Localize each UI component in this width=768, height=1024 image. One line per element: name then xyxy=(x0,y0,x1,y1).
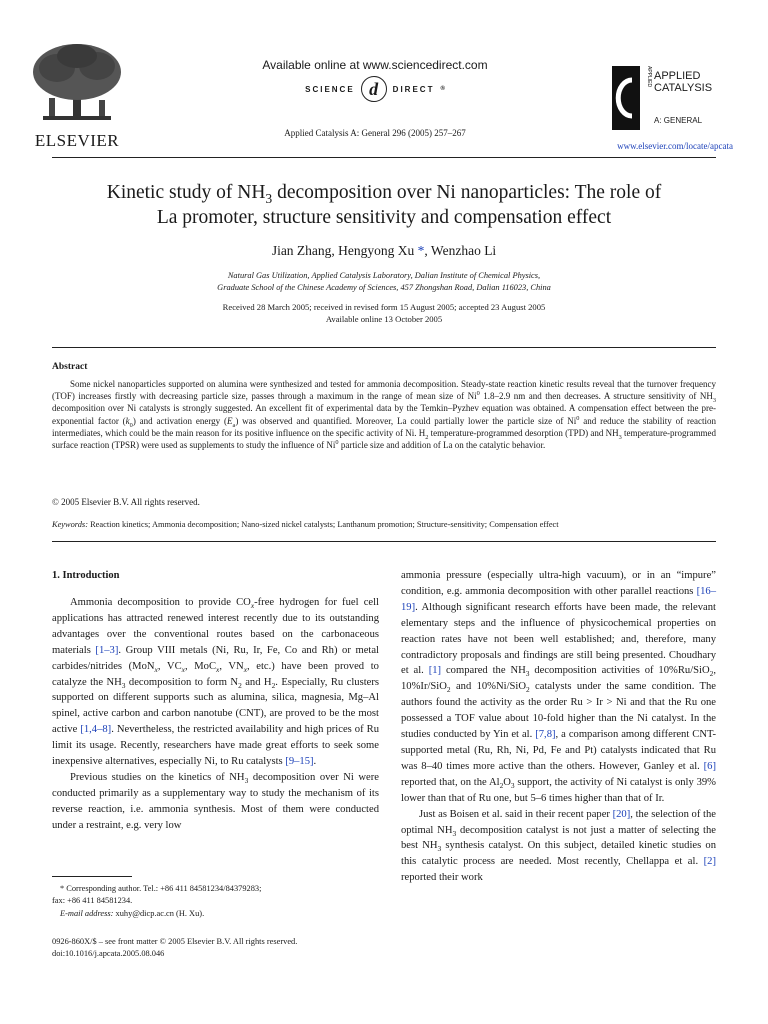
email-label: E-mail address: xyxy=(60,908,114,918)
abstract-top-divider xyxy=(52,347,716,348)
citation-link[interactable]: [20] xyxy=(612,808,631,820)
right-column xyxy=(401,568,716,886)
paragraph: Ammonia decomposition to provide $CO_x$-free hydrogen for fuel cell applications has attracted renewed interest recently due to its outstanding advantages over the conventional routes based on the carbonaceous materials [1–3]. Group VIII metals (Ni, Ru, Ir, Fe, Co and Rh) or metal carbides/nitrides (MoN$_x$, $VC_x$, MoC$_x$, $VN_x$, etc.) have been proved to catalyze the $NH_3$ decomposition to form $N_2$ and $H_2$. Especially, Ru clusters supported on different supports such as alumina, silica, magnesia, Mg–Al spinel, active carbon and carbon nanotube (CNT), are proved to be the most active [1,4–8]. Nevertheless, the restricted availability and high prices of Ru limit its usage. Recently, researchers have made great efforts to seek some inexpensive alternatives, especially Ni, to Ru catalysts [9–15]. xyxy=(52,597,379,768)
footnote xyxy=(52,883,379,920)
author-names: , Wenzhao Li xyxy=(424,243,497,258)
footnote-contact: * Corresponding author. Tel.: +86 411 84581234/84379283; xyxy=(60,884,262,893)
front-matter xyxy=(52,936,379,960)
abstract-copyright: © 2005 Elsevier B.V. All rights reserved. xyxy=(52,497,200,507)
citation-link[interactable]: [6] xyxy=(703,760,716,772)
citation-link[interactable]: [7,8] xyxy=(535,729,556,741)
affiliation-line: Graduate School of the Chinese Academy of Sciences, 457 Zhongshan Road, Dalian 116023, China xyxy=(217,283,551,292)
keywords-text: Reaction kinetics; Ammonia decomposition; Nano-sized nickel catalysts; Lanthanum promotion; Structure-sensitivity; Compensation effect xyxy=(87,520,559,529)
paragraph: Previous studies on the kinetics of $NH_3$ decomposition over Ni were conducted primarily as a supplementary way to study the mechanism of its reverse reaction, i.e. ammonia synthesis. Most of them were conducted under a restraint, e.g. very low xyxy=(52,771,379,831)
doi-line[interactable]: doi:10.1016/j.apcata.2005.08.046 xyxy=(52,949,165,958)
paragraph: ammonia pressure (especially ultra-high vacuum), or in an “impure” condition, e.g. ammonia decomposition with other parallel reactions [16–19]. Although significant research efforts have been made, the relevant elementary steps and the influence of physicochemical properties on reaction rates have not been well established; and, therefore, many contradictory proposals and findings are still being presented. Choudhary et al. [1] compared the $NH_3$ decomposition activities of 10%Ru/SiO$_2$, 10%Ir/SiO$_2$ and 10%Ni/SiO$_2$ catalysts under the same condition. The authors found the activity as the order Ru > Ir > Ni and that the Ru one possessed a TOF value about 10-fold higher than the Ni catalyst. In the studies conducted by Yin et al. [7,8], a comparison among different CNT-supported metal (Ru, Rh, Ni, Pd, Fe and Pt) catalysts indicated that Ru was 8–40 times more active than the others. However, Ganley et al. [6] reported that, on the $Al_2O_3$ support, the activity of Ni catalyst is only 39% lower than that of Ru one, but 5–6 times higher than that of Ir. xyxy=(401,570,717,804)
email-address[interactable]: xuhy@dicp.ac.cn (H. Xu). xyxy=(113,908,205,918)
sd-right-text: DIRECT xyxy=(392,84,435,94)
online-date: Available online 13 October 2005 xyxy=(325,314,443,324)
citation-link[interactable]: [16–19] xyxy=(401,585,716,613)
issn-line: 0926-860X/$ – see front matter © 2005 Elsevier B.V. All rights reserved. xyxy=(52,937,298,946)
footnote-divider xyxy=(52,876,132,877)
keywords xyxy=(52,520,716,529)
journal-logo-section: A: GENERAL xyxy=(654,116,703,125)
section-heading-introduction: 1. Introduction xyxy=(52,570,120,581)
header-divider xyxy=(52,157,716,158)
article-title xyxy=(52,180,716,230)
citation-link[interactable]: [1,4–8] xyxy=(80,724,112,736)
available-online-text: Available online at www.sciencedirect.com xyxy=(262,58,488,72)
elsevier-tree-icon xyxy=(27,42,127,124)
sd-left-text: SCIENCE xyxy=(305,84,355,94)
title-line-2: La promoter, structure sensitivity and compensation effect xyxy=(156,207,612,228)
footnote-fax: fax: +86 411 84581234. xyxy=(52,896,133,906)
title-part: decomposition over Ni nanoparticles: The role of xyxy=(272,182,662,203)
sciencedirect-banner xyxy=(230,58,520,102)
author-list xyxy=(52,243,716,259)
footnote-email-line xyxy=(52,908,379,920)
affiliation-line: Natural Gas Utilization, Applied Catalysis Laboratory, Dalian Institute of Chemical Physics, xyxy=(227,271,541,280)
journal-url-link[interactable]: www.elsevier.com/locate/apcata xyxy=(617,141,733,151)
affiliation xyxy=(52,270,716,294)
publisher-logo xyxy=(22,42,132,151)
journal-logo-title-1: APPLIED xyxy=(654,70,701,82)
citation-link[interactable]: [1] xyxy=(428,665,442,677)
abstract-paragraph: Some nickel nanoparticles supported on alumina were synthesized and tested for ammonia decomposition. Steady-state reaction kinetic results reveal that the turnover frequency (TOF) increases firstly with decreasing particle size, passes through a maximum in the range of mean size of Ni$^0$ 1.8–2.9 nm and then decreases. A structure sensitivity of $NH_3$ decomposition over Ni catalysts is strongly suggested. An excellent fit of experimental data by the Temkin–Pyzhev equation was obtained. A compensation effect between the pre-exponential factor $(k_0)$ and activation energy $(E_a)$ was observed and quantified. Moreover, La could partially lower the particle size of Ni$^0$ and reduce the stability of reaction intermediates, which could be the main reason for its positive influence on the specific activity of Ni. $H_2$ temperature-programmed desorption (TPD) and $NH_3$ temperature-programmed surface reaction (TPSR) were used as supplements to study the influence of Ni$^0$ particle size and addition of La on the catalytic behavior. xyxy=(52,379,716,451)
sd-mark-icon: d xyxy=(361,76,387,102)
paragraph: Just as Boisen et al. said in their recent paper [20], the selection of the optimal $NH_3$ decomposition catalyst is not just a matter of selecting the best $NH_3$ synthesis catalyst. On this subject, detailed kinetic studies on this catalytic process are needed. Most recently, Chellappa et al. [2] reported their work xyxy=(401,808,716,884)
abstract-heading: Abstract xyxy=(52,362,88,372)
journal-logo xyxy=(612,66,732,130)
sciencedirect-logo xyxy=(230,76,520,102)
title-part: Kinetic study of NH xyxy=(106,182,266,203)
keywords-label: Keywords: xyxy=(52,520,88,529)
left-column xyxy=(52,595,379,834)
title-sub: 3 xyxy=(265,190,273,206)
journal-logo-title-2: CATALYSIS xyxy=(654,82,713,94)
journal-reference: Applied Catalysis A: General 296 (2005) 257–267 xyxy=(284,128,466,138)
publisher-name: ELSEVIER xyxy=(34,131,120,150)
journal-logo-title xyxy=(654,70,712,94)
corresponding-author-link[interactable]: * xyxy=(414,243,425,258)
history-dates: Received 28 March 2005; received in revised form 15 August 2005; accepted 23 August 2005 xyxy=(222,302,546,312)
keywords-divider xyxy=(52,541,716,542)
citation-link[interactable]: [1–3] xyxy=(95,644,119,656)
journal-logo-side-text: APPLIED xyxy=(646,66,652,88)
citation-link[interactable]: [2] xyxy=(703,856,716,868)
author-names: Jian Zhang, Hengyong Xu xyxy=(271,243,415,258)
article-dates xyxy=(52,301,716,325)
abstract-body xyxy=(52,378,716,451)
citation-link[interactable]: [9–15] xyxy=(285,756,314,768)
sd-registered-mark: ® xyxy=(440,86,445,92)
